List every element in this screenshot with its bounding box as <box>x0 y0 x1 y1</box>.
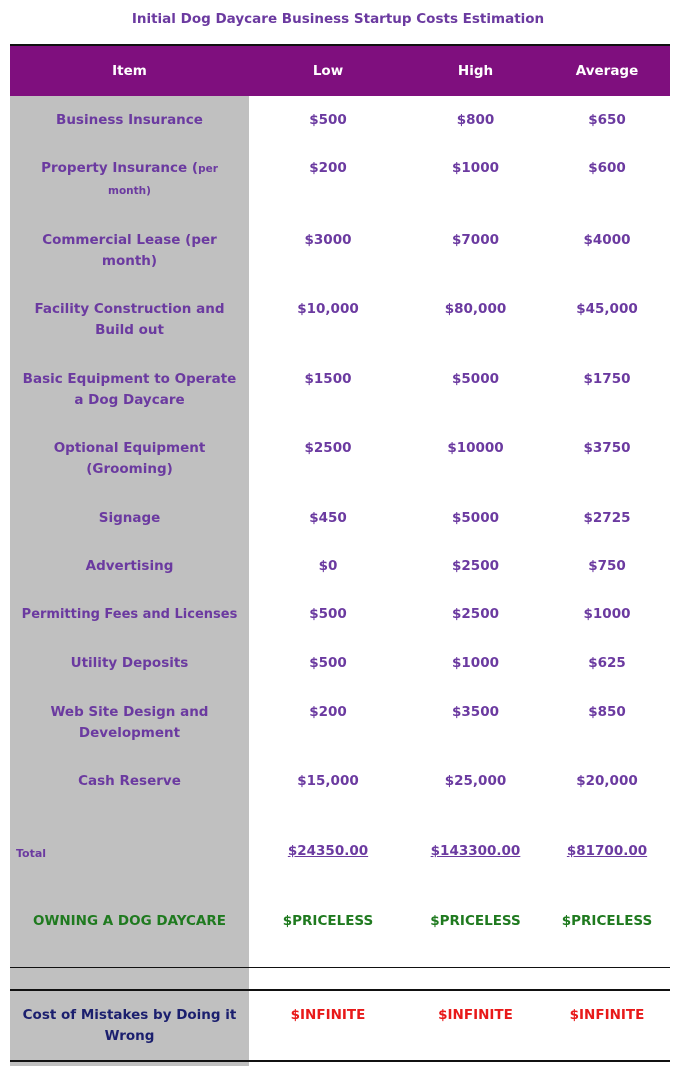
divider-line <box>10 967 670 968</box>
row-high-value: $1000 <box>452 160 499 176</box>
divider-line <box>10 1060 670 1062</box>
row-low-value: $10,000 <box>297 301 359 317</box>
row-average-value: $20,000 <box>576 773 638 789</box>
row-average-value: $3750 <box>583 440 631 456</box>
row-high-value: $3500 <box>452 704 499 720</box>
owning-average-value: $PRICELESS <box>561 913 653 929</box>
header-average: Average <box>575 63 639 79</box>
row-low-value: $1500 <box>304 371 352 387</box>
mistakes-high-value: $INFINITE <box>438 1007 513 1023</box>
mistakes-low-value: $INFINITE <box>290 1007 366 1023</box>
row-low-value: $450 <box>309 510 347 526</box>
row-item-label: Business Insurance <box>56 112 203 128</box>
row-high-value: $7000 <box>452 232 499 248</box>
row-item-label <box>14 158 245 202</box>
row-low-value: $200 <box>309 704 347 720</box>
row-item-label: Commercial Lease (per month) <box>42 232 217 269</box>
row-low-value: $3000 <box>304 232 352 248</box>
row-item-label-main: Property Insurance ( <box>41 160 199 176</box>
row-average-value: $850 <box>588 704 626 720</box>
owning-high-value: $PRICELESS <box>430 913 521 929</box>
row-item-label: Optional Equipment (Grooming) <box>53 440 206 477</box>
header-low: Low <box>312 63 344 79</box>
owning-label: OWNING A DOG DAYCARE <box>32 913 226 929</box>
row-average-value: $650 <box>588 112 626 128</box>
total-average-link[interactable]: $81700.00 <box>566 843 648 859</box>
row-item-label: Basic Equipment to Operate a Dog Daycare <box>22 371 237 408</box>
row-average-value: $1750 <box>583 371 631 387</box>
row-high-value: $5000 <box>452 371 499 387</box>
table-header-row <box>10 44 670 96</box>
row-average-value: $600 <box>588 160 626 176</box>
row-high-value: $1000 <box>452 655 499 671</box>
row-item-label-tail: month) <box>108 185 151 197</box>
row-item-label: Cash Reserve <box>78 773 181 789</box>
total-label: Total <box>16 847 47 860</box>
row-high-value: $10000 <box>447 440 504 456</box>
row-item-label: Signage <box>98 510 161 526</box>
row-average-value: $1000 <box>583 606 631 622</box>
row-high-value: $2500 <box>452 558 499 574</box>
total-high-link[interactable]: $143300.00 <box>430 843 521 859</box>
total-low-link[interactable]: $24350.00 <box>287 843 369 859</box>
page-title: Initial Dog Daycare Business Startup Costs Estimation <box>131 11 545 27</box>
row-low-value: $500 <box>309 112 347 128</box>
row-high-value: $25,000 <box>444 773 507 789</box>
row-average-value: $45,000 <box>576 301 638 317</box>
row-item-label: Permitting Fees and Licenses <box>21 607 238 622</box>
row-high-value: $5000 <box>452 510 499 526</box>
row-average-value: $750 <box>588 558 626 574</box>
row-low-value: $500 <box>309 655 347 671</box>
row-low-value: $15,000 <box>297 773 359 789</box>
owning-low-value: $PRICELESS <box>282 913 374 929</box>
row-low-value: $2500 <box>304 440 352 456</box>
row-item-label: Web Site Design and Development <box>50 704 209 741</box>
row-average-value: $2725 <box>583 510 631 526</box>
row-low-value: $0 <box>318 558 338 574</box>
header-high: High <box>457 63 494 79</box>
row-item-label: Advertising <box>85 558 174 574</box>
mistakes-label: Cost of Mistakes by Doing it Wrong <box>22 1007 237 1044</box>
row-high-value: $80,000 <box>444 301 507 317</box>
row-item-label-small: per <box>198 163 218 175</box>
divider-line <box>10 989 670 991</box>
row-item-label: Utility Deposits <box>70 655 189 671</box>
row-average-value: $4000 <box>583 232 631 248</box>
row-high-value: $2500 <box>452 606 499 622</box>
row-average-value: $625 <box>588 655 626 671</box>
row-low-value: $500 <box>309 606 347 622</box>
mistakes-average-value: $INFINITE <box>569 1007 645 1023</box>
row-low-value: $200 <box>309 160 347 176</box>
row-item-label: Facility Construction and Build out <box>34 301 225 338</box>
row-high-value: $800 <box>456 112 495 128</box>
header-item: Item <box>112 63 147 79</box>
